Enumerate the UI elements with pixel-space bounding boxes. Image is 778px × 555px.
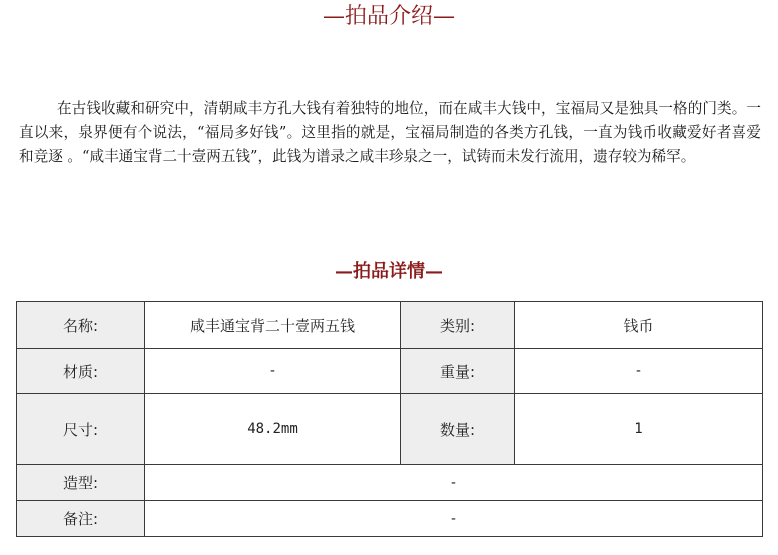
- category-label: 类别:: [401, 302, 515, 349]
- size-label: 尺寸:: [17, 394, 145, 465]
- table-row: [17, 465, 763, 501]
- quantity-value: 1: [515, 394, 763, 465]
- table-row: [17, 349, 763, 394]
- weight-label: 重量:: [401, 349, 515, 394]
- category-value: 钱币: [515, 302, 763, 349]
- table-row: [17, 394, 763, 465]
- table-row: [17, 302, 763, 349]
- details-section-title: —拍品详情—: [335, 261, 443, 282]
- remarks-value: -: [145, 501, 763, 537]
- intro-paragraph: 在古钱收藏和研究中，清朝咸丰方孔大钱有着独特的地位，而在咸丰大钱中，宝福局又是独具一格的门类。一直以来，泉界便有个说法，“福局多好钱”。这里指的就是，宝福局制造的各类方孔钱，一直为钱币收藏爱好者喜爱和竞逐 。“咸丰通宝背二十壹两五钱”，此钱为谱录之咸丰珍泉之一，试铸而未发行流用，遗存较为稀罕。: [19, 100, 761, 165]
- quantity-label: 数量:: [401, 394, 515, 465]
- intro-section-title: —拍品介绍—: [322, 4, 455, 29]
- shape-label: 造型:: [17, 465, 145, 501]
- table-row: [17, 501, 763, 537]
- name-value: 咸丰通宝背二十壹两五钱: [145, 302, 401, 349]
- material-label: 材质:: [17, 349, 145, 394]
- material-value: -: [145, 349, 401, 394]
- shape-value: -: [145, 465, 763, 501]
- name-label: 名称:: [17, 302, 145, 349]
- remarks-label: 备注:: [17, 501, 145, 537]
- weight-value: -: [515, 349, 763, 394]
- size-value: 48.2mm: [145, 394, 401, 465]
- lot-details-table: [16, 301, 763, 537]
